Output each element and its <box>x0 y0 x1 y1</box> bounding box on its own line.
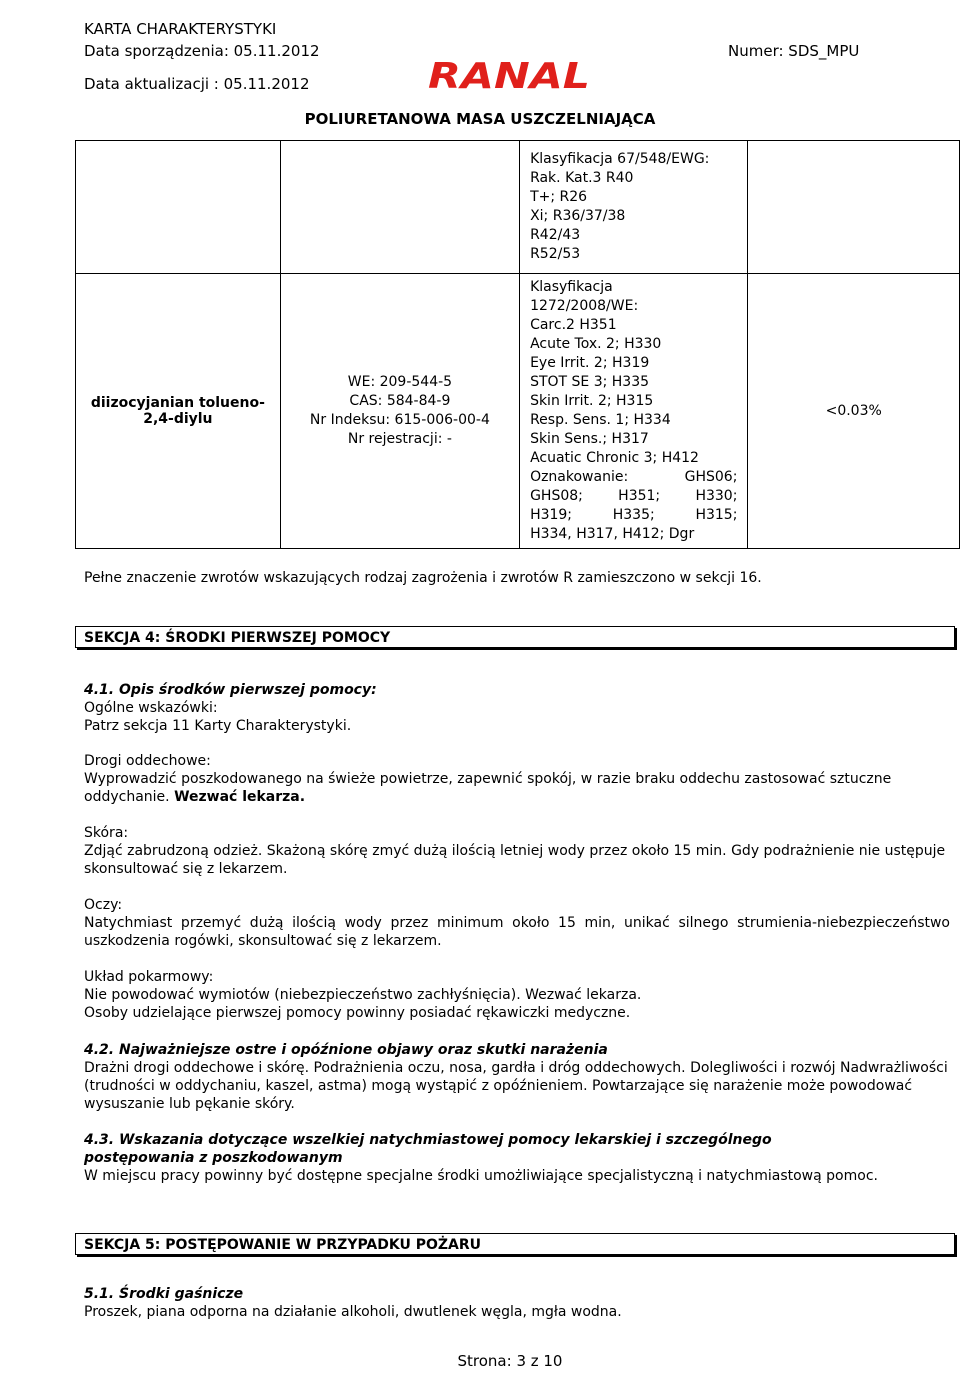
identifier-line: CAS: 584-84-9 <box>349 393 451 409</box>
labelling-line: GHS08; H351; H330; <box>530 488 738 504</box>
identifier-line: WE: 209-544-5 <box>347 374 453 390</box>
digestive-text-1: Nie powodować wymiotów (niebezpieczeństwo zachłyśnięcia). Wezwać lekarza. <box>84 987 642 1003</box>
subsection-heading-line-1: 4.3. Wskazania dotyczące wszelkiej natychmiastowej pomocy lekarskiej i szczególnego <box>84 1132 772 1148</box>
subsection-heading: 5.1. Środki gaśnicze <box>84 1286 244 1302</box>
classification-line: Carc.2 H351 <box>530 317 617 333</box>
product-title: POLIURETANOWA MASA USZCZELNIAJĄCA <box>304 110 656 128</box>
extinguishing-text: Proszek, piana odporna na działanie alkoholi, dwutlenek węgla, mgła wodna. <box>84 1304 622 1320</box>
section-4-header: SEKCJA 4: ŚRODKI PIERWSZEJ POMOCY <box>75 626 955 648</box>
substance-name: diizocyjanian tolueno- 2,4-diylu <box>76 274 281 549</box>
classification-line: Eye Irrit. 2; H319 <box>530 355 650 371</box>
section-5-header: SEKCJA 5: POSTĘPOWANIE W PRZYPADKU POŻARU <box>75 1233 955 1255</box>
substance-identifiers <box>280 274 519 549</box>
skin-text: Zdjąć zabrudzoną odzież. Skażoną skórę zmyć dużą ilością letniej wody przez około 15 min. Gdy podrażnienie nie ustępuje skonsultować się z lekarzem. <box>84 843 946 877</box>
identifier-line: Nr rejestracji: - <box>347 431 452 447</box>
classification-line: Klasyfikacja 67/548/EWG: <box>530 151 710 167</box>
concentration-value: <0.03% <box>825 403 882 419</box>
date-updated: Data aktualizacji : 05.11.2012 <box>84 75 310 93</box>
eyes-text: Natychmiast przemyć dużą ilością wody przez minimum około 15 min, unikać silnego strumienia-niebezpieczeństwo uszkodzenia rogówki, skonsultować się z lekarzem. <box>84 915 950 949</box>
page-number: Strona: 3 z 10 <box>457 1352 563 1370</box>
respiratory-block <box>84 752 950 806</box>
doc-type: KARTA CHARAKTERYSTYKI <box>84 20 277 38</box>
classification-line: Skin Sens.; H317 <box>530 431 649 447</box>
empty-cell <box>280 141 519 274</box>
section-4-2 <box>84 1041 950 1113</box>
skin-block <box>84 824 950 878</box>
classification-line: Xi; R36/37/38 <box>530 208 626 224</box>
classification-clp-cell <box>520 274 748 549</box>
section-4-3 <box>84 1131 950 1185</box>
composition-table <box>75 140 960 549</box>
respiratory-text: Wyprowadzić poszkodowanego na świeże powietrze, zapewnić spokój, w razie braku oddechu zastosować sztuczne oddychanie. <box>84 771 892 805</box>
labelling-line: H319; H335; H315; <box>530 507 738 523</box>
subsection-heading: 4.2. Najważniejsze ostre i opóźnione objawy oraz skutki narażenia <box>84 1042 608 1058</box>
classification-line: STOT SE 3; H335 <box>530 374 650 390</box>
classification-line: Acuatic Chronic 3; H412 <box>530 450 699 466</box>
general-text: Patrz sekcja 11 Karty Charakterystyki. <box>84 718 352 734</box>
classification-line: Skin Irrit. 2; H315 <box>530 393 654 409</box>
identifier-line: Nr Indeksu: 615-006-00-4 <box>309 412 490 428</box>
digestive-text-2: Osoby udzielające pierwszej pomocy powinny posiadać rękawiczki medyczne. <box>84 1005 631 1021</box>
concentration-cell <box>748 274 960 549</box>
symptoms-text: Drażni drogi oddechowe i skórę. Podrażnienia oczu, nosa, gardła i dróg oddechowych. Dolegliwości i rozwój Nadwrażliwości (trudności w oddychaniu, kaszel, astma) mogą wystąpić z opóźnieniem. Powtarzające się narażenie może powodować wysuszanie lub pękanie skóry. <box>84 1060 948 1112</box>
classification-line: R42/43 <box>530 227 581 243</box>
empty-cell <box>748 141 960 274</box>
digestive-label: Układ pokarmowy: <box>84 969 214 985</box>
empty-cell <box>76 141 281 274</box>
labelling-line: H334, H317, H412; Dgr <box>530 526 695 542</box>
eyes-label: Oczy: <box>84 897 123 913</box>
call-doctor-text: Wezwać lekarza. <box>174 789 306 805</box>
hazard-note: Pełne znaczenie zwrotów wskazujących rodzaj zagrożenia i zwrotów R zamieszczono w sekcji 16. <box>84 570 762 586</box>
document-number: Numer: SDS_MPU <box>728 42 860 60</box>
classification-line: R52/53 <box>530 246 581 262</box>
ranal-logo <box>428 58 592 96</box>
labelling-line: Oznakowanie: GHS06; <box>530 469 738 485</box>
classification-line: Acute Tox. 2; H330 <box>530 336 662 352</box>
digestive-block <box>84 968 950 1022</box>
section-5-1 <box>84 1285 950 1321</box>
svg-text:RANAL: RANAL <box>428 58 590 92</box>
subsection-heading-line-2: postępowania z poszkodowanym <box>84 1150 343 1166</box>
classification-eu-cell <box>520 141 748 274</box>
medical-help-text: W miejscu pracy powinny być dostępne specjalne środki umożliwiające specjalistyczną i natychmiastową pomoc. <box>84 1168 878 1184</box>
respiratory-label: Drogi oddechowe: <box>84 753 211 769</box>
date-created: Data sporządzenia: 05.11.2012 <box>84 42 320 60</box>
subsection-heading: 4.1. Opis środków pierwszej pomocy: <box>84 682 377 698</box>
skin-label: Skóra: <box>84 825 129 841</box>
section-4-1 <box>84 681 950 735</box>
classification-line: Resp. Sens. 1; H334 <box>530 412 671 428</box>
eyes-block <box>84 896 950 950</box>
classification-line: 1272/2008/WE: <box>530 298 639 314</box>
general-label: Ogólne wskazówki: <box>84 700 218 716</box>
classification-line: T+; R26 <box>530 189 588 205</box>
classification-line: Klasyfikacja <box>530 279 613 295</box>
classification-line: Rak. Kat.3 R40 <box>530 170 634 186</box>
